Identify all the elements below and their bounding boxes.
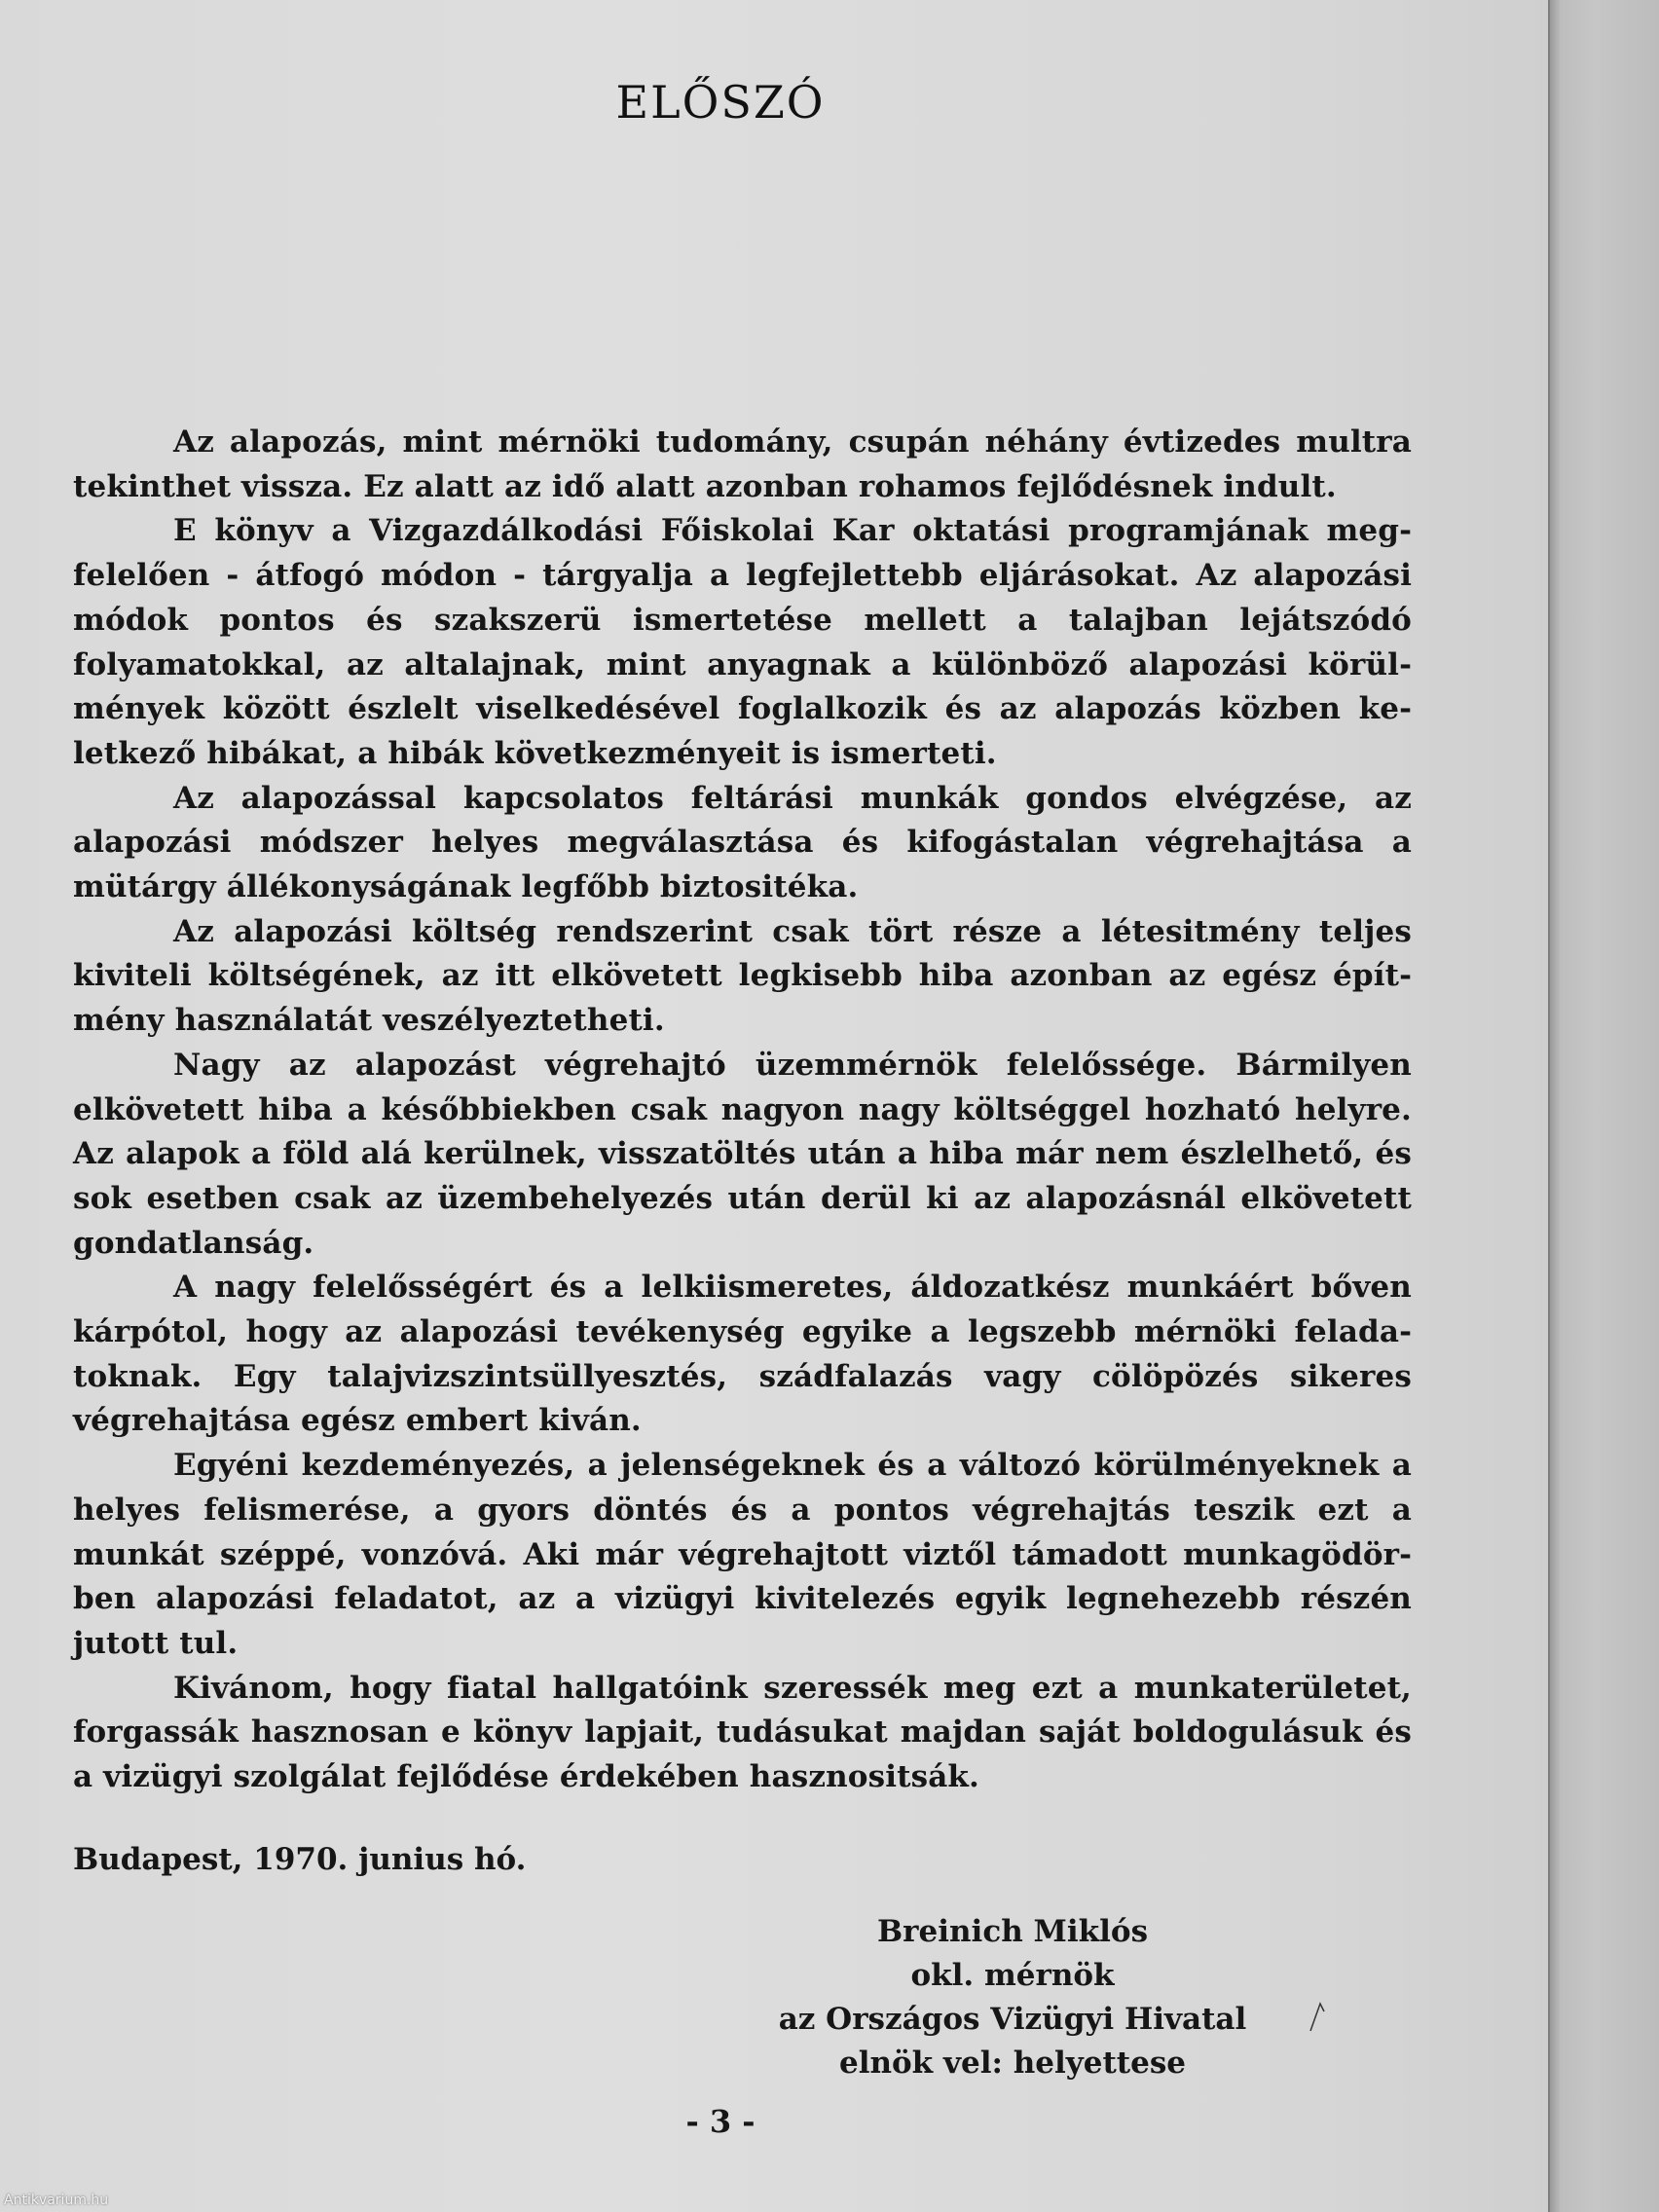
signature-name: Breinich Miklós (876, 1914, 1149, 1949)
preface-body (73, 421, 1412, 1800)
watermark: Antikvarium.hu (4, 2193, 109, 2208)
paragraph-6: A nagy felelősségért és a lelkiismeretes, áldozatkész munkáért bőven kárpótol, hogy az alapozási tevékenység egyike a legszebb mérnöki feladatoknak. Egy talajvizszintsüllyesztés, szádfalazás vagy cölöpözés sikeres végrehajtása egész embert kiván. (73, 1270, 1412, 1439)
paragraph-8: Kivánom, hogy fiatal hallgatóink szeressék meg ezt a munkaterületet, forgassák hasznosan e könyv lapjait, tudásukat majdan saját boldogulásuk és a vizügyi szolgálat fejlődése érdekében hasznositsák. (73, 1670, 1412, 1795)
signature-organization: az Országos Vizügyi Hivatal (778, 2002, 1247, 2037)
paragraph-1: Az alapozás, mint mérnöki tudomány, csupán néhány évtizedes multra tekinthet vissza. Ez alatt az idő alatt azonban rohamos fejlődésnek indult. (73, 424, 1412, 504)
signature-position: elnök vel: helyettese (838, 2046, 1187, 2081)
next-page-edge (1548, 0, 1659, 2212)
page-title: ELŐSZÓ (615, 76, 826, 129)
pen-mark-icon (1307, 1996, 1336, 2035)
signature-qualification: okl. mérnök (910, 1958, 1115, 1993)
paragraph-3: Az alapozással kapcsolatos feltárási munkák gondos elvégzése, az alapozási módszer helyes megválasztása és kifogástalan végrehajtása a mütárgy állékonyságának legfőbb biztositéka. (73, 780, 1412, 905)
dateline: Budapest, 1970. junius hó. (73, 1842, 527, 1877)
paragraph-4: Az alapozási költség rendszerint csak tört része a létesitmény teljes kiviteli költségének, az itt elkövetett legkisebb hiba azonban az egész építmény használatát veszélyeztetheti. (73, 913, 1412, 1039)
page-number: - 3 - (685, 2103, 756, 2140)
paragraph-5: Nagy az alapozást végrehajtó üzemmérnök felelőssége. Bármilyen elkövetett hiba a későbbiekben csak nagyon nagy költséggel hozható helyre. Az alapok a föld alá kerülnek, visszatöltés után a hiba már nem észlelhető, és sok esetben csak az üzembehelyezés után derül ki az alapozásnál elkövetett gondatlanság. (73, 1047, 1412, 1261)
paragraph-2: E könyv a Vizgazdálkodási Főiskolai Kar oktatási programjának megfelelően - átfogó módon - tárgyalja a legfejlettebb eljárásokat. Az alapozási módok pontos és szakszerü ismertetése mellett a talajban lejátszódó folyamatokkal, az altalajnak, mint anyagnak a különböző alapozási körülmények között észlelt viselkedésével foglalkozik és az alapozás közben keletkező hibákat, a hibák következményeit is ismerteti. (73, 513, 1412, 771)
signature-block (701, 1910, 1324, 2085)
paragraph-7: Egyéni kezdeményezés, a jelenségeknek és a változó körülményeknek a helyes felismerése, a gyors döntés és a pontos végrehajtás teszik ezt a munkát széppé, vonzóvá. Aki már végrehajtott viztől támadott munkagödörben alapozási feladatot, az a vizügyi kivitelezés egyik legnehezebb részén jutott tul. (73, 1448, 1412, 1661)
